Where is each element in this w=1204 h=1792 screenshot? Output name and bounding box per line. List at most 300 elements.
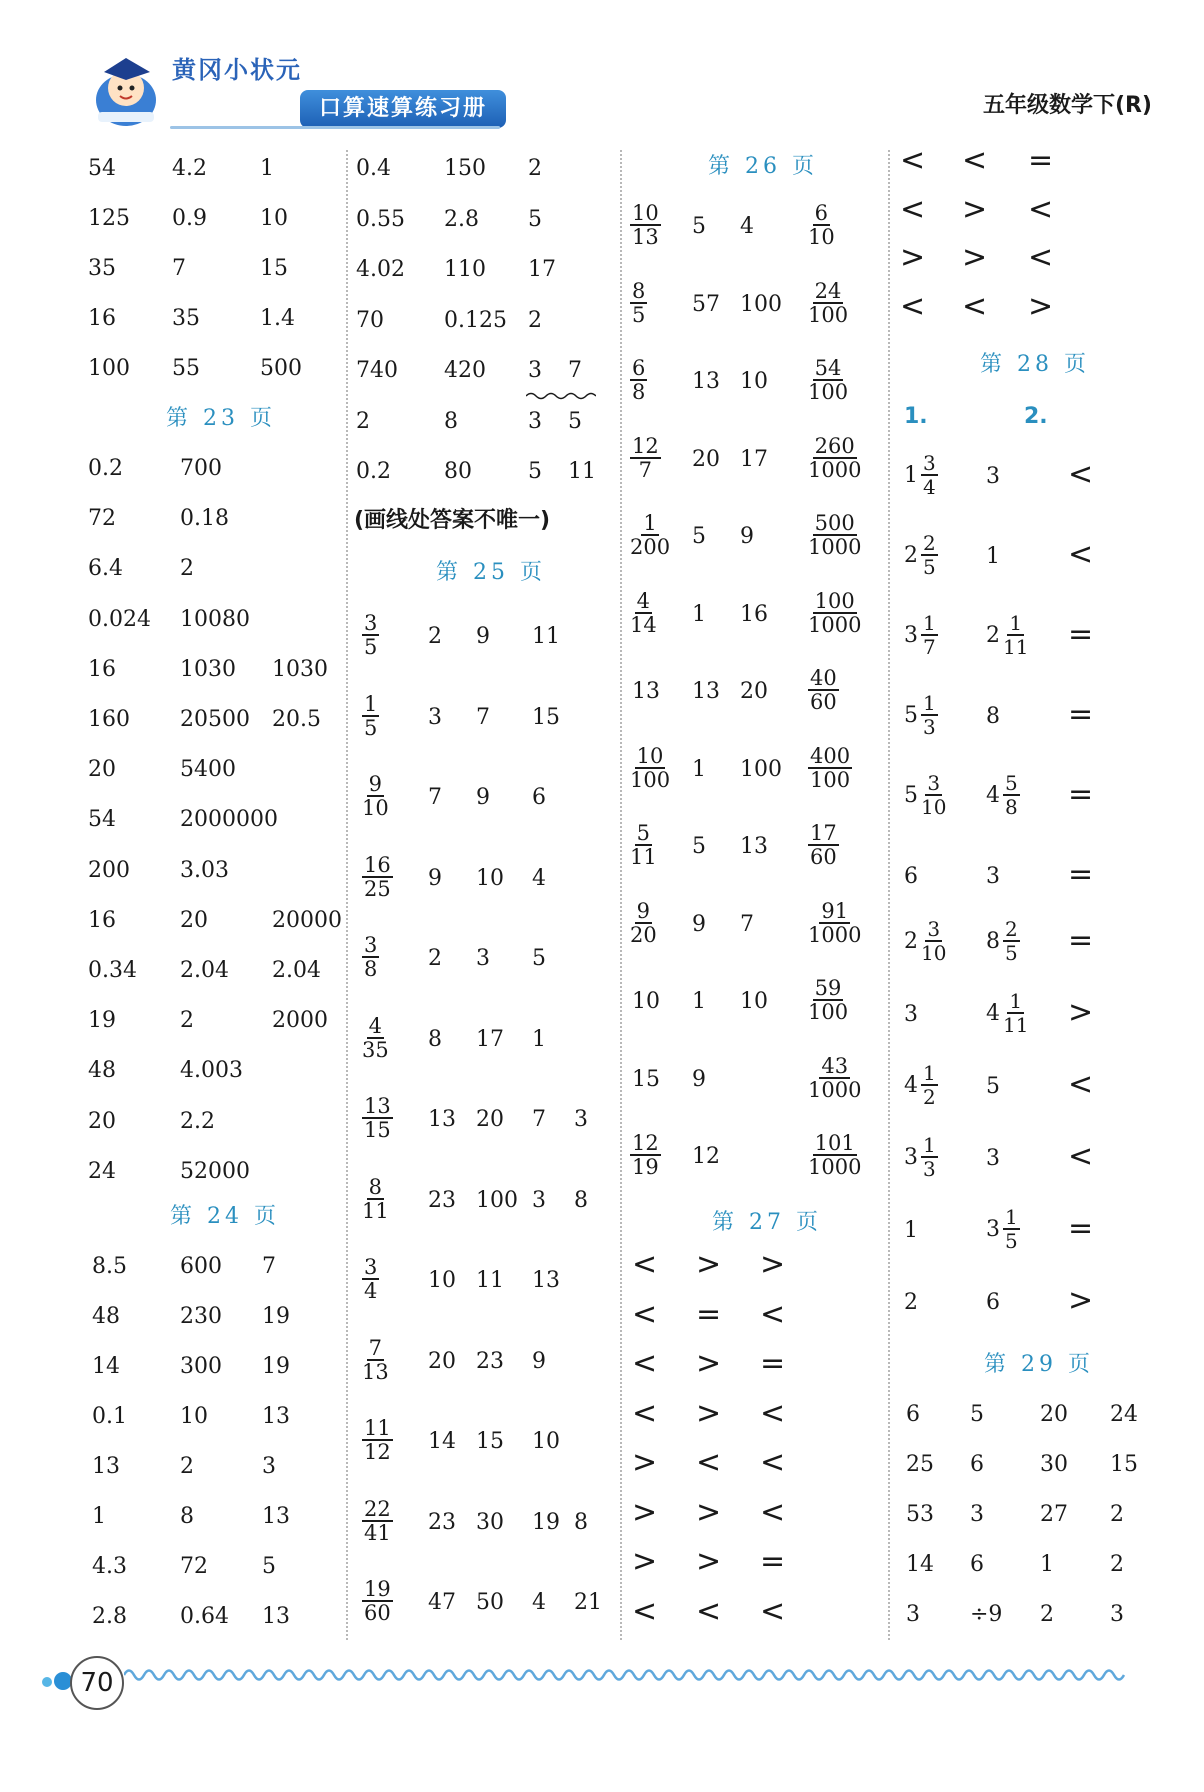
value-cell: 1030 — [272, 656, 328, 682]
mixed-number — [986, 1206, 1020, 1252]
denominator: 1000 — [808, 1155, 862, 1179]
value-cell: 7 — [262, 1254, 276, 1279]
section-heading-p29: 第 29 页 — [984, 1352, 1094, 1377]
comparison-symbol: = — [760, 1346, 786, 1381]
value-cell: 3 — [476, 946, 490, 971]
comparison-symbol: = — [1068, 697, 1094, 732]
mixed-number — [904, 692, 938, 738]
value-cell: 0.34 — [88, 958, 137, 983]
fraction — [808, 1055, 861, 1101]
value-cell: 15 — [632, 1066, 660, 1092]
decor-dot — [42, 1677, 52, 1687]
comparison-symbol: < — [760, 1296, 786, 1332]
comparison-symbol: < — [962, 143, 988, 178]
column-divider — [346, 150, 348, 1640]
value-cell: 13 — [428, 1107, 456, 1132]
value-cell: 2000000 — [180, 807, 278, 833]
wavy-underline — [526, 386, 596, 405]
value-cell: 4.2 — [172, 156, 207, 181]
fraction — [630, 822, 657, 868]
fraction — [808, 202, 835, 248]
value-cell: 1 — [986, 544, 1000, 569]
value-cell: 4.02 — [356, 257, 405, 282]
comparison-symbol: < — [632, 1247, 658, 1282]
comparison-symbol: > — [1068, 995, 1094, 1030]
value-cell: 2 — [356, 408, 370, 434]
value-cell: 4.003 — [180, 1058, 243, 1084]
denominator: 11 — [362, 1198, 389, 1223]
numerator: 11 — [364, 1416, 391, 1440]
denominator: 5 — [923, 555, 936, 579]
value-cell: 10 — [740, 989, 768, 1014]
value-cell: 20 — [476, 1107, 504, 1132]
value-cell: 17 — [528, 257, 556, 282]
value-cell: 6 — [986, 1290, 1000, 1315]
numerator: 1 — [1009, 989, 1023, 1013]
fraction — [362, 1337, 389, 1383]
value-cell: 5 — [528, 459, 542, 484]
value-cell: 100 — [88, 356, 130, 381]
fraction — [808, 280, 848, 326]
fraction — [1003, 918, 1020, 964]
fraction — [630, 745, 670, 791]
value-cell: 13 — [692, 369, 720, 394]
value-cell: 8 — [574, 1509, 588, 1535]
whole-part: 3 — [904, 1144, 918, 1170]
whole-part: 4 — [904, 1072, 918, 1098]
numerator: 24 — [814, 278, 842, 303]
value-cell: 10 — [428, 1268, 456, 1293]
value-cell: 20 — [88, 1108, 116, 1134]
numerator: 500 — [814, 511, 855, 535]
value-cell: 3 — [906, 1602, 920, 1627]
fraction — [362, 854, 393, 900]
value-cell: 25 — [906, 1452, 934, 1477]
fraction — [808, 900, 861, 946]
denominator: 1000 — [808, 535, 862, 559]
value-cell: 8.5 — [92, 1254, 127, 1279]
value-cell: 0.125 — [444, 307, 507, 333]
denominator: 7 — [923, 635, 936, 659]
comparison-symbol: < — [760, 1395, 786, 1431]
value-cell: 0.4 — [356, 156, 391, 181]
value-cell: 5400 — [180, 757, 236, 783]
value-cell: 35 — [88, 256, 116, 281]
fraction — [630, 1132, 661, 1178]
numerator: 54 — [814, 356, 842, 380]
numerator: 4 — [636, 588, 651, 613]
book-grade-label: 五年级数学下(R) — [982, 93, 1152, 118]
value-cell: 160 — [88, 707, 130, 732]
value-cell: 23 — [428, 1509, 456, 1535]
fraction — [362, 1176, 389, 1222]
value-cell: 2 — [904, 1290, 918, 1315]
value-cell: 48 — [92, 1304, 120, 1329]
value-cell: 7 — [532, 1107, 546, 1132]
numerator: 3 — [364, 1255, 378, 1279]
value-cell: 2 — [180, 556, 194, 582]
value-cell: 13 — [262, 1404, 290, 1429]
value-cell: 48 — [88, 1058, 116, 1084]
value-cell: 0.64 — [180, 1604, 229, 1629]
fraction — [921, 452, 938, 498]
mixed-number — [904, 1134, 938, 1180]
value-cell: 30 — [1040, 1452, 1068, 1477]
whole-part: 2 — [904, 542, 918, 568]
value-cell: 23 — [428, 1187, 456, 1213]
comparison-symbol: > — [696, 1247, 722, 1282]
value-cell: 13 — [262, 1504, 290, 1529]
numerator: 1 — [643, 511, 657, 535]
fraction — [362, 934, 379, 980]
fraction — [921, 1134, 938, 1180]
value-cell: 15 — [476, 1429, 504, 1454]
fraction — [362, 1578, 393, 1624]
fraction — [362, 1015, 389, 1061]
value-cell: 9 — [428, 865, 442, 891]
whole-part: 4 — [986, 782, 1000, 808]
value-cell: ÷9 — [970, 1602, 1003, 1627]
value-cell: 53 — [906, 1502, 934, 1527]
fraction — [1003, 772, 1020, 818]
value-cell: 11 — [476, 1268, 504, 1293]
comparison-symbol: = — [1068, 777, 1094, 812]
comparison-symbol: < — [1068, 537, 1094, 572]
denominator: 8 — [364, 957, 378, 981]
denominator: 200 — [630, 535, 671, 559]
fraction — [808, 822, 839, 868]
denominator: 11 — [630, 845, 657, 869]
wave-divider — [124, 1660, 1134, 1690]
denominator: 3 — [923, 715, 936, 739]
denominator: 10 — [921, 795, 947, 819]
denominator: 7 — [638, 457, 653, 482]
comparison-symbol: < — [632, 1593, 658, 1629]
value-cell: 1 — [92, 1504, 106, 1529]
comparison-symbol: < — [900, 288, 926, 324]
whole-part: 5 — [904, 702, 918, 728]
value-cell: 5 — [568, 408, 582, 434]
value-cell: 2.8 — [444, 206, 479, 232]
denominator: 100 — [630, 767, 671, 792]
numerator: 1 — [923, 1061, 936, 1085]
comparison-symbol: < — [1068, 1067, 1094, 1102]
whole-part: 3 — [904, 622, 918, 648]
numerator: 10 — [636, 743, 664, 768]
denominator: 4 — [364, 1279, 378, 1303]
denominator: 100 — [808, 380, 849, 404]
comparison-symbol: < — [900, 143, 926, 178]
value-cell: 3 — [428, 704, 442, 730]
numerator: 1 — [1009, 611, 1023, 635]
comparison-symbol: < — [760, 1593, 786, 1629]
value-cell: 6.4 — [88, 556, 123, 582]
value-cell: 100 — [476, 1187, 518, 1213]
value-cell: 2 — [1110, 1552, 1124, 1577]
value-cell: 5 — [986, 1074, 1000, 1099]
numerator: 19 — [364, 1577, 391, 1601]
value-cell: 52000 — [180, 1158, 250, 1184]
numerator: 100 — [814, 588, 855, 613]
value-cell: 3 — [532, 1187, 546, 1213]
comparison-symbol: = — [760, 1544, 786, 1579]
value-cell: 27 — [1040, 1502, 1068, 1527]
comparison-symbol: = — [1068, 923, 1094, 958]
numerator: 5 — [636, 821, 651, 845]
fraction — [1003, 612, 1028, 658]
value-cell: 2 — [180, 1008, 194, 1034]
section-heading-p24: 第 24 页 — [170, 1204, 280, 1229]
fraction — [921, 692, 938, 738]
denominator: 5 — [364, 715, 378, 740]
value-cell: 0.9 — [172, 206, 207, 231]
value-cell: 47 — [428, 1590, 456, 1615]
comparison-symbol: < — [1068, 1139, 1094, 1174]
comparison-symbol: > — [632, 1494, 658, 1530]
numerator: 9 — [636, 898, 651, 923]
value-cell: 20.5 — [272, 707, 321, 732]
value-cell: 19 — [262, 1304, 290, 1329]
denominator: 12 — [364, 1440, 391, 1464]
fraction — [921, 532, 938, 578]
comparison-symbol: > — [696, 1544, 722, 1579]
value-cell: 20000 — [272, 907, 342, 933]
numerator: 9 — [368, 772, 383, 796]
value-cell: 11 — [532, 624, 560, 649]
denominator: 1000 — [808, 457, 862, 482]
numerator: 1 — [923, 611, 936, 635]
denominator: 5 — [632, 302, 646, 327]
comparison-symbol: < — [760, 1445, 786, 1480]
fraction — [808, 1132, 861, 1178]
comparison-symbol: < — [760, 1494, 786, 1530]
numerator: 2 — [1005, 917, 1018, 941]
comparison-symbol: > — [696, 1395, 722, 1431]
fraction — [808, 977, 848, 1023]
fraction — [630, 900, 657, 946]
value-cell: 15 — [532, 704, 560, 730]
comparison-symbol: > — [1068, 1283, 1094, 1318]
denominator: 100 — [808, 1000, 849, 1024]
denominator: 10 — [921, 941, 947, 965]
value-cell: 30 — [476, 1509, 504, 1535]
comparison-symbol: < — [1028, 240, 1054, 275]
question-label-2: 2. — [1024, 404, 1048, 429]
fraction — [362, 1417, 393, 1463]
numerator: 7 — [368, 1335, 383, 1360]
value-cell: 1 — [692, 601, 706, 627]
value-cell: 8 — [574, 1187, 588, 1213]
value-cell: 13 — [262, 1604, 290, 1629]
value-cell: 3 — [528, 408, 542, 434]
column-divider — [620, 150, 622, 1640]
value-cell: 3 — [1110, 1602, 1124, 1627]
whole-part: 2 — [986, 622, 1000, 648]
value-cell: 13 — [632, 679, 660, 704]
fraction — [362, 612, 379, 658]
value-cell: 100 — [740, 756, 782, 782]
numerator: 43 — [821, 1053, 849, 1078]
value-cell: 14 — [906, 1552, 934, 1577]
denominator: 11 — [1003, 1013, 1029, 1037]
mixed-number — [904, 532, 938, 578]
denominator: 13 — [362, 1359, 389, 1384]
numerator: 1 — [923, 691, 936, 715]
comparison-symbol: > — [962, 191, 988, 227]
value-cell: 20 — [180, 907, 208, 933]
value-cell: 740 — [356, 358, 398, 383]
value-cell: 1 — [904, 1218, 918, 1243]
fraction — [362, 1256, 379, 1302]
value-cell: 4.3 — [92, 1554, 127, 1579]
denominator: 41 — [364, 1520, 391, 1545]
comparison-symbol: = — [1068, 617, 1094, 652]
value-cell: 1.4 — [260, 306, 295, 331]
fraction — [1003, 990, 1028, 1036]
value-cell: 2 — [180, 1454, 194, 1479]
value-cell: 0.2 — [356, 459, 391, 484]
value-cell: 4 — [532, 1590, 546, 1615]
fraction — [921, 918, 946, 964]
answer-note: (画线处答案不唯一) — [354, 508, 551, 533]
fraction — [362, 1095, 393, 1141]
value-cell: 0.55 — [356, 206, 405, 232]
denominator: 2 — [923, 1085, 936, 1109]
value-cell: 35 — [172, 306, 200, 331]
value-cell: 3 — [904, 1002, 918, 1027]
comparison-symbol: < — [1028, 191, 1054, 227]
numerator: 17 — [810, 821, 837, 845]
denominator: 4 — [923, 475, 936, 499]
denominator: 60 — [364, 1601, 391, 1625]
value-cell: 8 — [986, 704, 1000, 729]
value-cell: 20500 — [180, 707, 250, 732]
mixed-number — [986, 772, 1020, 818]
value-cell: 21 — [574, 1590, 602, 1615]
denominator: 14 — [630, 612, 657, 637]
value-cell: 50 — [476, 1590, 504, 1615]
comparison-symbol: > — [760, 1247, 786, 1282]
value-cell: 1 — [532, 1026, 546, 1052]
mixed-number — [904, 918, 946, 964]
comparison-symbol: = — [696, 1296, 722, 1332]
section-heading-p26: 第 26 页 — [708, 154, 818, 179]
mixed-number — [904, 772, 946, 818]
comparison-symbol: < — [632, 1296, 658, 1332]
comparison-symbol: = — [1068, 857, 1094, 892]
value-cell: 11 — [568, 459, 596, 484]
numerator: 10 — [632, 201, 659, 225]
denominator: 5 — [364, 635, 378, 659]
value-cell: 10 — [532, 1429, 560, 1454]
value-cell: 3 — [986, 864, 1000, 889]
value-cell: 200 — [88, 857, 130, 883]
numerator: 2 — [923, 531, 936, 555]
whole-part: 5 — [904, 782, 918, 808]
value-cell: 6 — [532, 785, 546, 810]
denominator: 25 — [364, 876, 391, 901]
value-cell: 5 — [692, 834, 706, 859]
value-cell: 0.18 — [180, 506, 229, 532]
value-cell: 20 — [428, 1348, 456, 1374]
numerator: 1 — [364, 691, 378, 716]
header-underline — [170, 126, 500, 129]
value-cell: 1 — [260, 156, 274, 181]
book-banner: 口算速算练习册 — [300, 90, 506, 128]
value-cell: 1030 — [180, 656, 236, 682]
value-cell: 7 — [476, 704, 490, 730]
fraction — [630, 357, 647, 403]
value-cell: 9 — [476, 624, 490, 649]
value-cell: 24 — [1110, 1402, 1138, 1427]
value-cell: 5 — [532, 946, 546, 971]
fraction — [921, 1062, 938, 1108]
column-divider — [888, 150, 890, 1640]
numerator: 1 — [1005, 1205, 1018, 1229]
comparison-symbol: < — [962, 288, 988, 324]
fraction — [921, 612, 938, 658]
comparison-symbol: > — [632, 1544, 658, 1579]
brand-title: 黄冈小状元 — [172, 56, 302, 84]
denominator: 15 — [364, 1118, 391, 1142]
denominator: 1000 — [808, 922, 862, 947]
fraction — [630, 590, 657, 636]
denominator: 11 — [1003, 635, 1029, 659]
value-cell: 54 — [88, 156, 116, 181]
fraction — [630, 280, 647, 326]
value-cell: 1 — [692, 756, 706, 782]
value-cell: 5 — [262, 1554, 276, 1579]
numerator: 59 — [814, 976, 842, 1000]
value-cell: 4 — [740, 214, 754, 239]
denominator: 13 — [632, 225, 659, 249]
denominator: 60 — [810, 690, 837, 714]
value-cell: 16 — [740, 601, 768, 627]
numerator: 3 — [923, 451, 936, 475]
numerator: 40 — [810, 666, 837, 690]
numerator: 260 — [814, 433, 855, 458]
numerator: 16 — [364, 852, 391, 877]
numerator: 13 — [364, 1094, 391, 1118]
value-cell: 10080 — [180, 606, 250, 632]
fraction — [808, 745, 852, 791]
comparison-symbol: < — [900, 191, 926, 227]
whole-part: 8 — [986, 928, 1000, 954]
value-cell: 3.03 — [180, 857, 229, 883]
value-cell: 600 — [180, 1254, 222, 1279]
value-cell: 20 — [692, 446, 720, 472]
fraction — [808, 512, 861, 558]
value-cell: 1 — [692, 989, 706, 1014]
fraction — [808, 357, 848, 403]
numerator: 3 — [927, 917, 941, 941]
value-cell: 15 — [1110, 1452, 1138, 1477]
denominator: 1000 — [808, 1077, 862, 1102]
value-cell: 5 — [692, 524, 706, 549]
value-cell: 15 — [260, 256, 288, 281]
value-cell: 3 — [528, 358, 542, 383]
value-cell: 13 — [692, 679, 720, 704]
value-cell: 4 — [532, 865, 546, 891]
value-cell: 19 — [532, 1509, 560, 1535]
page-number: 70 — [70, 1656, 124, 1710]
denominator: 60 — [810, 845, 837, 869]
value-cell: 13 — [92, 1454, 120, 1479]
value-cell: 54 — [88, 807, 116, 833]
value-cell: 420 — [444, 358, 486, 383]
denominator: 10 — [362, 796, 389, 820]
value-cell: 10 — [260, 206, 288, 231]
